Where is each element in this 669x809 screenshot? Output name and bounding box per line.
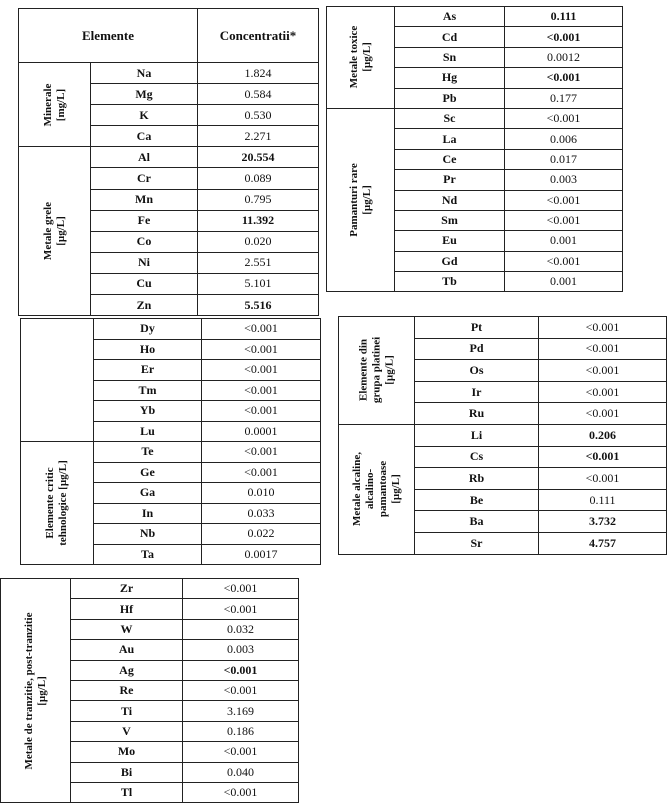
concentration-value: <0.001 xyxy=(202,319,321,340)
concentration-value: <0.001 xyxy=(183,782,299,802)
table-row xyxy=(1,579,299,599)
element-symbol: Pb xyxy=(395,88,505,108)
table-row xyxy=(339,317,667,339)
group-label-line: [µg/L] xyxy=(389,474,402,505)
element-symbol: Cd xyxy=(395,27,505,47)
group-label-cell xyxy=(1,579,71,803)
element-symbol: Ho xyxy=(94,339,202,360)
table-row xyxy=(21,442,321,463)
element-symbol: Sm xyxy=(395,210,505,230)
table-fragment-platinum-alkaline xyxy=(338,316,667,555)
concentration-table xyxy=(338,316,667,555)
concentration-value: 3.732 xyxy=(539,511,667,533)
concentration-value: <0.001 xyxy=(539,317,667,339)
concentration-value: 0.177 xyxy=(505,88,623,108)
element-symbol: Mg xyxy=(91,84,198,105)
group-label-line: [µg/L] xyxy=(360,185,373,215)
element-symbol: W xyxy=(71,619,183,639)
element-symbol: Fe xyxy=(91,210,198,231)
table-fragment-toxic-rare-earth xyxy=(326,0,623,292)
concentration-value: 0.111 xyxy=(505,7,623,27)
element-symbol: Ga xyxy=(94,483,202,504)
concentration-value: <0.001 xyxy=(539,403,667,425)
group-label-cell xyxy=(19,63,91,147)
element-symbol: Hf xyxy=(71,599,183,619)
element-symbol: Sr xyxy=(415,532,539,554)
element-symbol: Os xyxy=(415,360,539,382)
concentration-value: <0.001 xyxy=(202,462,321,483)
concentration-value: 0.530 xyxy=(198,105,319,126)
header-concentrations: Concentratii* xyxy=(198,9,319,63)
group-label xyxy=(348,163,374,236)
concentration-value: 0.111 xyxy=(539,489,667,511)
concentration-value: 0.795 xyxy=(198,189,319,210)
concentration-value: <0.001 xyxy=(183,742,299,762)
concentration-value: 0.584 xyxy=(198,84,319,105)
concentration-value: 0.022 xyxy=(202,524,321,545)
group-label-cell xyxy=(339,317,415,425)
concentration-value: <0.001 xyxy=(202,360,321,381)
concentration-value: 0.040 xyxy=(183,762,299,782)
element-symbol: Mn xyxy=(91,189,198,210)
element-symbol: In xyxy=(94,503,202,524)
element-symbol: Dy xyxy=(94,319,202,340)
concentration-value: <0.001 xyxy=(505,68,623,88)
concentration-value: 1.824 xyxy=(198,63,319,84)
group-label xyxy=(357,337,396,403)
group-label-cell xyxy=(21,442,94,565)
element-symbol: Nb xyxy=(94,524,202,545)
concentration-value: 0.001 xyxy=(505,272,623,292)
concentration-table xyxy=(326,6,623,292)
element-symbol: Ge xyxy=(94,462,202,483)
concentration-value: 0.0001 xyxy=(202,421,321,442)
group-label-line: Metale de tranzitie, post-tranzitie xyxy=(22,612,35,770)
element-symbol: Ti xyxy=(71,701,183,721)
element-symbol: Gd xyxy=(395,251,505,271)
element-symbol: La xyxy=(395,129,505,149)
group-label-line: alcalino- xyxy=(363,469,376,510)
concentration-value: <0.001 xyxy=(202,442,321,463)
header-elements: Elemente xyxy=(19,9,198,63)
element-symbol: Cr xyxy=(91,168,198,189)
group-label xyxy=(348,26,374,89)
element-symbol: Mo xyxy=(71,742,183,762)
concentration-table xyxy=(20,318,321,565)
element-symbol: Hg xyxy=(395,68,505,88)
concentration-value: <0.001 xyxy=(202,401,321,422)
concentration-value: <0.001 xyxy=(539,360,667,382)
group-label-cell xyxy=(21,319,94,442)
concentration-value: 11.392 xyxy=(198,210,319,231)
table-row xyxy=(327,7,623,27)
element-symbol: K xyxy=(91,105,198,126)
group-label xyxy=(44,460,70,545)
concentration-value: <0.001 xyxy=(539,446,667,468)
element-symbol: Ru xyxy=(415,403,539,425)
element-symbol: Sn xyxy=(395,47,505,67)
element-symbol: Tm xyxy=(94,380,202,401)
group-label xyxy=(23,612,49,769)
concentration-table xyxy=(0,578,299,803)
group-label xyxy=(351,452,403,526)
group-label-line: pamantoase xyxy=(376,461,389,518)
group-label-line: grupa platinei xyxy=(370,337,382,404)
concentration-value: <0.001 xyxy=(505,108,623,128)
concentration-value: 0.020 xyxy=(198,231,319,252)
table-row xyxy=(327,108,623,128)
element-symbol: Na xyxy=(91,63,198,84)
element-symbol: Lu xyxy=(94,421,202,442)
concentration-value: 0.033 xyxy=(202,503,321,524)
concentration-value: 0.001 xyxy=(505,231,623,251)
element-symbol: Ba xyxy=(415,511,539,533)
concentration-value: 2.551 xyxy=(198,252,319,273)
element-symbol: Tb xyxy=(395,272,505,292)
element-symbol: Al xyxy=(91,147,198,168)
concentration-value: 5.516 xyxy=(198,295,319,316)
concentration-value: 0.0017 xyxy=(202,544,321,565)
concentration-value: 0.017 xyxy=(505,149,623,169)
element-symbol: Pd xyxy=(415,338,539,360)
concentration-value: <0.001 xyxy=(539,468,667,490)
group-label-line: [µg/L] xyxy=(35,675,48,706)
concentration-value: 0.032 xyxy=(183,619,299,639)
concentration-value: <0.001 xyxy=(505,190,623,210)
table-fragment-rare-earth-critical xyxy=(20,318,321,565)
element-symbol: Zr xyxy=(71,579,183,599)
group-label-line: [µg/L] xyxy=(383,355,395,386)
concentration-value: <0.001 xyxy=(183,579,299,599)
group-label-line: Elemente critic xyxy=(44,467,56,539)
element-symbol: Pt xyxy=(415,317,539,339)
concentration-value: <0.001 xyxy=(539,338,667,360)
element-symbol: Li xyxy=(415,424,539,446)
group-label-line: [µg/L] xyxy=(54,216,67,247)
element-symbol: Ta xyxy=(94,544,202,565)
element-symbol: Cs xyxy=(415,446,539,468)
concentration-table xyxy=(18,8,319,316)
element-symbol: Co xyxy=(91,231,198,252)
group-label-line: Minerale xyxy=(41,83,54,127)
concentration-value: 0.0012 xyxy=(505,47,623,67)
concentration-value: 4.757 xyxy=(539,532,667,554)
element-symbol: Ag xyxy=(71,660,183,680)
group-label-line: Metale alcaline, xyxy=(350,452,363,527)
group-label-cell xyxy=(339,424,415,554)
group-label-line: Elemente din xyxy=(357,339,369,402)
element-symbol: Re xyxy=(71,680,183,700)
element-symbol: Te xyxy=(94,442,202,463)
element-symbol: V xyxy=(71,721,183,741)
element-symbol: Yb xyxy=(94,401,202,422)
element-symbol: Pr xyxy=(395,170,505,190)
table-row xyxy=(339,424,667,446)
element-symbol: Ni xyxy=(91,252,198,273)
concentration-value: <0.001 xyxy=(183,660,299,680)
element-symbol: Cu xyxy=(91,273,198,294)
concentration-value: 0.206 xyxy=(539,424,667,446)
concentration-value: <0.001 xyxy=(539,381,667,403)
group-label-line: Metale grele xyxy=(41,202,54,261)
element-symbol: Ce xyxy=(395,149,505,169)
table-row xyxy=(19,147,319,168)
element-symbol: Ca xyxy=(91,126,198,147)
element-symbol: Nd xyxy=(395,190,505,210)
group-label-line: [µg/L] xyxy=(360,42,373,73)
concentration-value: <0.001 xyxy=(202,380,321,401)
concentration-value: 2.271 xyxy=(198,126,319,147)
element-symbol: Be xyxy=(415,489,539,511)
table-fragment-transition-metals xyxy=(0,572,299,803)
concentration-value: 0.003 xyxy=(505,170,623,190)
concentration-value: 0.010 xyxy=(202,483,321,504)
element-symbol: Au xyxy=(71,640,183,660)
group-label-line: tehnologice [µg/L] xyxy=(57,460,69,546)
concentration-value: 0.186 xyxy=(183,721,299,741)
element-symbol: Sc xyxy=(395,108,505,128)
group-label-line: Pamanturi rare xyxy=(347,163,360,237)
element-symbol: Tl xyxy=(71,782,183,802)
concentration-value: 3.169 xyxy=(183,701,299,721)
concentration-value: <0.001 xyxy=(183,680,299,700)
concentration-value: <0.001 xyxy=(505,251,623,271)
concentration-value: 0.003 xyxy=(183,640,299,660)
element-symbol: Eu xyxy=(395,231,505,251)
concentration-value: <0.001 xyxy=(202,339,321,360)
element-symbol: Rb xyxy=(415,468,539,490)
element-symbol: Ir xyxy=(415,381,539,403)
table-row xyxy=(21,319,321,340)
group-label-cell xyxy=(327,7,395,109)
concentration-value: 0.006 xyxy=(505,129,623,149)
group-label-cell xyxy=(327,108,395,292)
element-symbol: Zn xyxy=(91,295,198,316)
concentration-value: <0.001 xyxy=(505,27,623,47)
table-fragment-minerals-heavy-metals xyxy=(18,8,319,316)
concentration-value: 20.554 xyxy=(198,147,319,168)
group-label-line: [mg/L] xyxy=(54,88,67,121)
group-label-cell xyxy=(19,147,91,316)
concentration-value: 0.089 xyxy=(198,168,319,189)
group-label xyxy=(42,83,68,126)
concentration-value: <0.001 xyxy=(183,599,299,619)
concentration-value: 5.101 xyxy=(198,273,319,294)
group-label xyxy=(42,202,68,260)
concentration-value: <0.001 xyxy=(505,210,623,230)
element-symbol: As xyxy=(395,7,505,27)
table-row xyxy=(19,63,319,84)
element-symbol: Er xyxy=(94,360,202,381)
group-label-line: Metale toxice xyxy=(347,26,360,89)
element-symbol: Bi xyxy=(71,762,183,782)
